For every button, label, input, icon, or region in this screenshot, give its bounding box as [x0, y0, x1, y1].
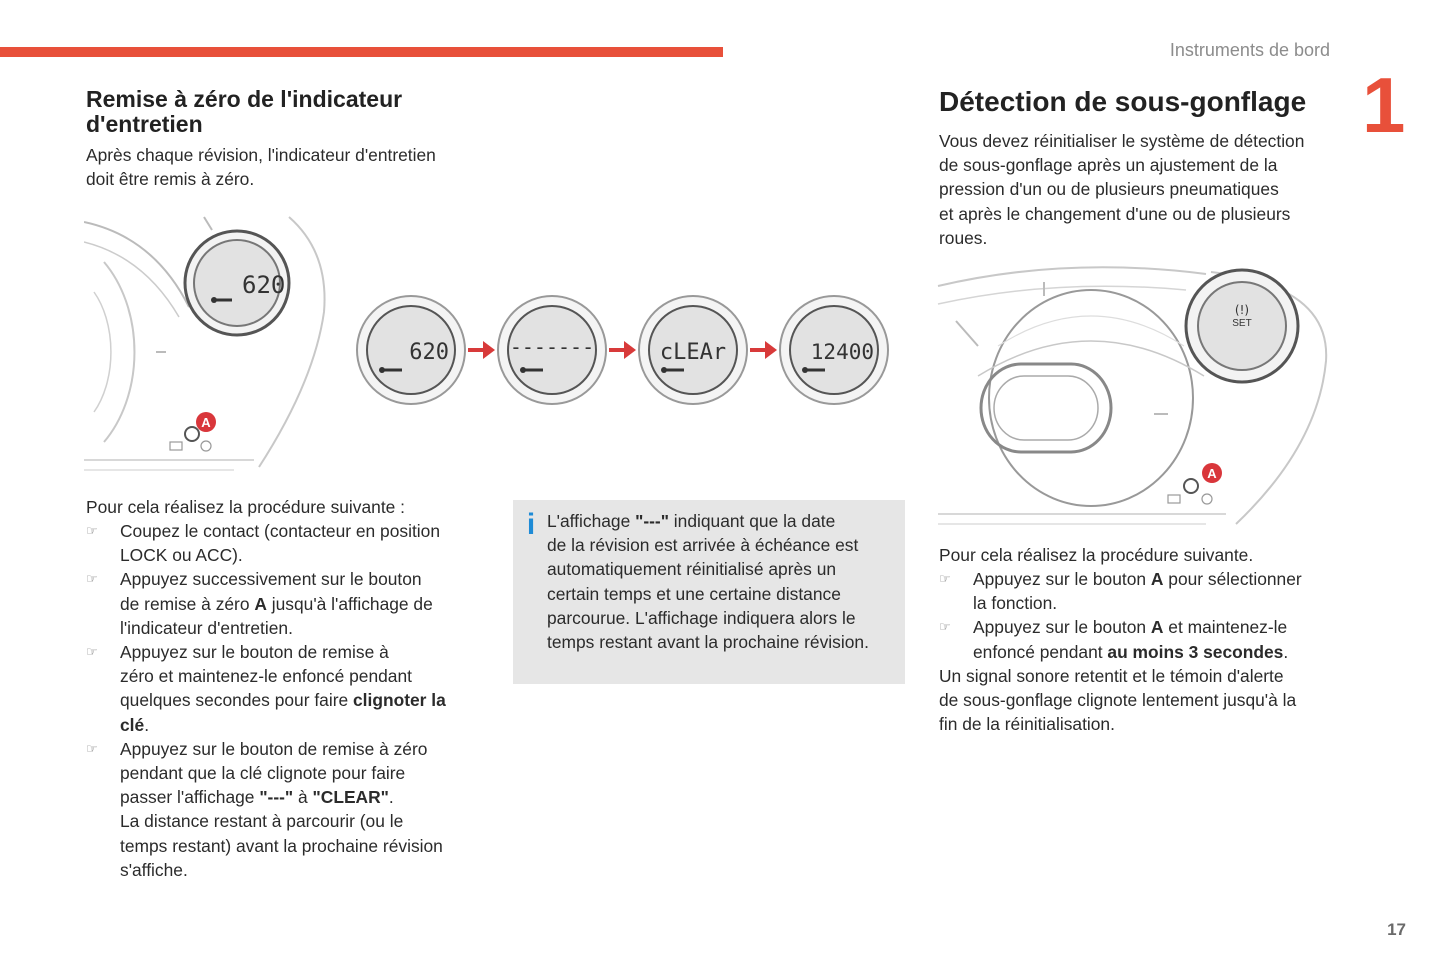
intro-line: doit être remis à zéro. [86, 169, 255, 190]
label-a: A [1207, 466, 1217, 481]
arrow-head-icon [483, 341, 495, 359]
label-a: A [201, 415, 211, 430]
maintenance-intro [86, 143, 506, 191]
cluster-diagram-tpms [936, 266, 1331, 532]
pointing-hand-icon: ☞ [939, 571, 951, 586]
lcd-main-value: 620 [242, 271, 286, 299]
list-item: ☞ Appuyez sur le bouton A pour sélectionner la fonction. [939, 569, 1302, 614]
intro-line: Après chaque révision, l'indicateur d'entretien [86, 145, 436, 165]
sequence-step-4 [780, 296, 888, 404]
list-item: ☞ Appuyez successivement sur le bouton de remise à zéro A jusqu'à l'affichage de l'indicateur d'entretien. [86, 569, 433, 638]
sequence-display-2: ------- [509, 335, 595, 359]
list-item: ☞ Appuyez sur le bouton A et maintenez-le enfoncé pendant au moins 3 secondes. [939, 617, 1289, 662]
display-sequence-diagram [352, 290, 897, 410]
pointing-hand-icon: ☞ [86, 740, 98, 756]
tpms-button-a[interactable] [1184, 479, 1198, 493]
info-icon: i [526, 508, 536, 541]
procedure-intro-left: Pour cela réalisez la procédure suivante : [86, 497, 406, 517]
reset-button-a[interactable] [185, 427, 199, 441]
procedure-steps-right [939, 567, 1349, 664]
title-line-2: d'entretien [86, 111, 203, 137]
info-text: L'affichage "---" indiquant que la date de la révision est arrivée à échéance est automatiquement réinitialisé après un certain temps et une certaine distance parcourue. L'affichage indiquera alors le temps restant avant la prochaine révision. [547, 511, 869, 653]
tpms-icon: (!) [1234, 303, 1250, 317]
pointing-hand-icon: ☞ [86, 644, 98, 660]
tpms-intro: Vous devez réinitialiser le système de détection de sous-gonflage après un ajustement de la pression d'un ou de plusieurs pneumatiques et après le changement d'une ou de plusieurs roues. [939, 131, 1305, 248]
sequence-display-3: cLEAr [659, 340, 727, 365]
cluster-diagram-maintenance [84, 212, 334, 482]
pointing-hand-icon: ☞ [86, 571, 98, 587]
tpms-title: Détection de sous-gonflage [939, 86, 1307, 117]
page-number: 17 [1387, 920, 1406, 939]
chapter-number: 1 [1362, 61, 1406, 149]
sequence-display-1: 620 [409, 340, 449, 365]
tpms-outro: Un signal sonore retentit et le témoin d'alerte de sous-gonflage clignote lentement jusqu'à la fin de la réinitialisation. [939, 666, 1297, 735]
section-title: Instruments de bord [1169, 40, 1330, 60]
sequence-display-4: 12400 [810, 340, 874, 364]
list-item: ☞ Coupez le contact (contacteur en position LOCK ou ACC). [86, 521, 440, 566]
pointing-hand-icon: ☞ [939, 619, 951, 635]
procedure-steps-left [86, 519, 486, 882]
maintenance-reset-title [86, 87, 506, 137]
arrow-head-icon [765, 341, 777, 359]
list-item: ☞ Appuyez sur le bouton de remise à zéro pendant que la clé clignote pour faire passer l'affichage "---" à "CLEAR". La distance restant à parcourir (ou le temps restant) avant la prochaine révision s'affiche. [86, 738, 443, 880]
sequence-step-3 [639, 296, 747, 404]
procedure-intro-right: Pour cela réalisez la procédure suivante. [939, 545, 1254, 565]
sequence-step-1 [357, 296, 465, 404]
title-line-1: Remise à zéro de l'indicateur [86, 86, 403, 112]
header-accent-bar [0, 47, 723, 57]
set-label: SET [1232, 318, 1252, 329]
info-box [513, 500, 905, 684]
arrow-head-icon [624, 341, 636, 359]
sequence-step-2 [498, 296, 606, 404]
pointing-hand-icon: ☞ [86, 523, 98, 538]
list-item: ☞ Appuyez sur le bouton de remise à zéro et maintenez-le enfoncé pendant quelques secondes pour faire clignoter la clé. [86, 642, 446, 735]
